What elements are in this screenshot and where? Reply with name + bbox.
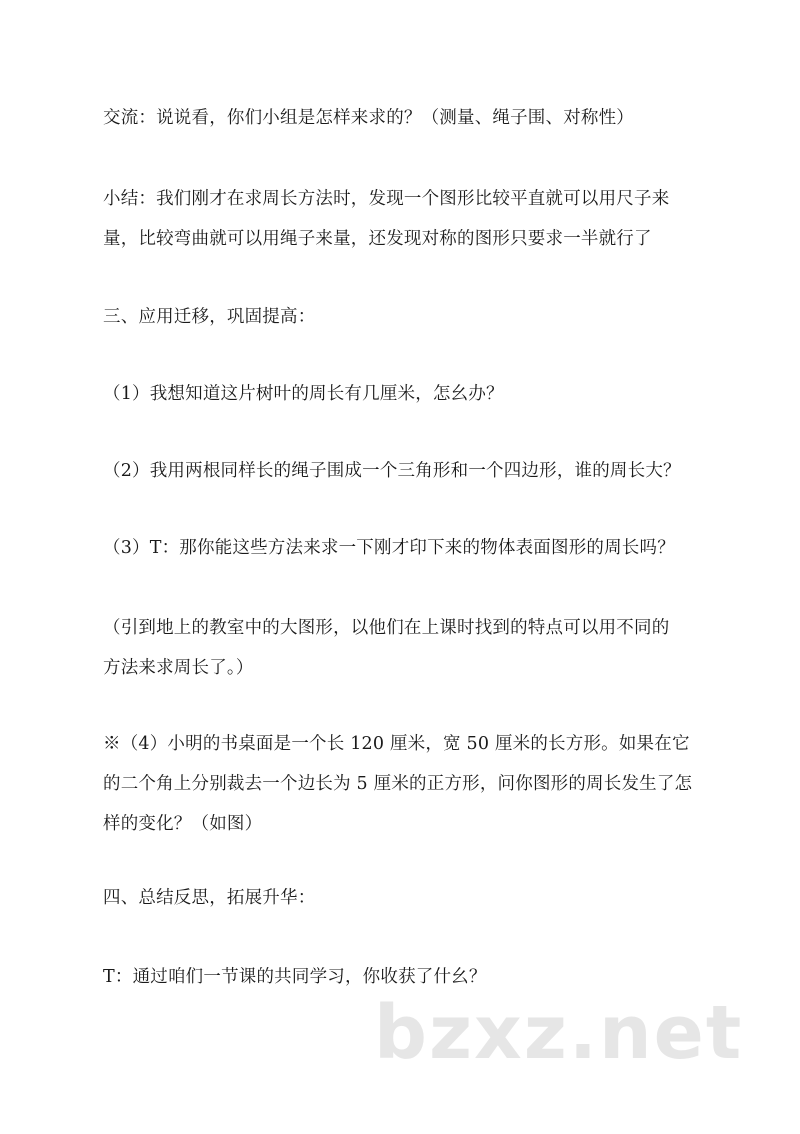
paragraph-summary xyxy=(103,179,703,259)
text-line: （3）T：那你能这些方法来求一下刚才印下来的物体表面图形的周长吗？ xyxy=(103,538,675,558)
question-4 xyxy=(103,724,703,844)
question-2 xyxy=(103,451,703,491)
text-line: （引到地上的教室中的大图形，以他们在上课时找到的特点可以用不同的 xyxy=(103,618,670,638)
section-heading-application xyxy=(103,297,703,337)
text-line: 量，比较弯曲就可以用绳子来量，还发现对称的图形只要求一半就行了 xyxy=(103,229,652,249)
text-line: 小结：我们刚才在求周长方法时，发现一个图形比较平直就可以用尺子来 xyxy=(103,189,670,209)
site-watermark: bzxz.net xyxy=(374,990,744,1076)
text-line: （2）我用两根同样长的绳子围成一个三角形和一个四边形，谁的周长大？ xyxy=(103,461,681,481)
question-3 xyxy=(103,528,703,568)
paragraph-guide xyxy=(103,608,703,688)
text-line: （1）我想知道这片树叶的周长有几厘米，怎幺办？ xyxy=(103,384,504,404)
section-heading-summary xyxy=(103,878,703,918)
text-line: 四、总结反思，拓展升华： xyxy=(103,888,316,908)
text-line: 的二个角上分别裁去一个边长为 5 厘米的正方形，问你图形的周长发生了怎 xyxy=(103,774,693,794)
text-line: ※（4）小明的书桌面是一个长 120 厘米，宽 50 厘米的长方形。如果在它 xyxy=(103,734,690,754)
question-1 xyxy=(103,374,703,414)
text-line: 三、应用迁移，巩固提高： xyxy=(103,307,316,327)
paragraph-exchange xyxy=(103,98,703,138)
text-line: T：通过咱们一节课的共同学习，你收获了什幺？ xyxy=(103,967,487,987)
text-line: 交流：说说看，你们小组是怎样来求的？（测量、绳子围、对称性） xyxy=(103,108,634,128)
text-line: 样的变化？（如图） xyxy=(103,814,263,834)
text-line: 方法来求周长了。） xyxy=(103,658,254,678)
